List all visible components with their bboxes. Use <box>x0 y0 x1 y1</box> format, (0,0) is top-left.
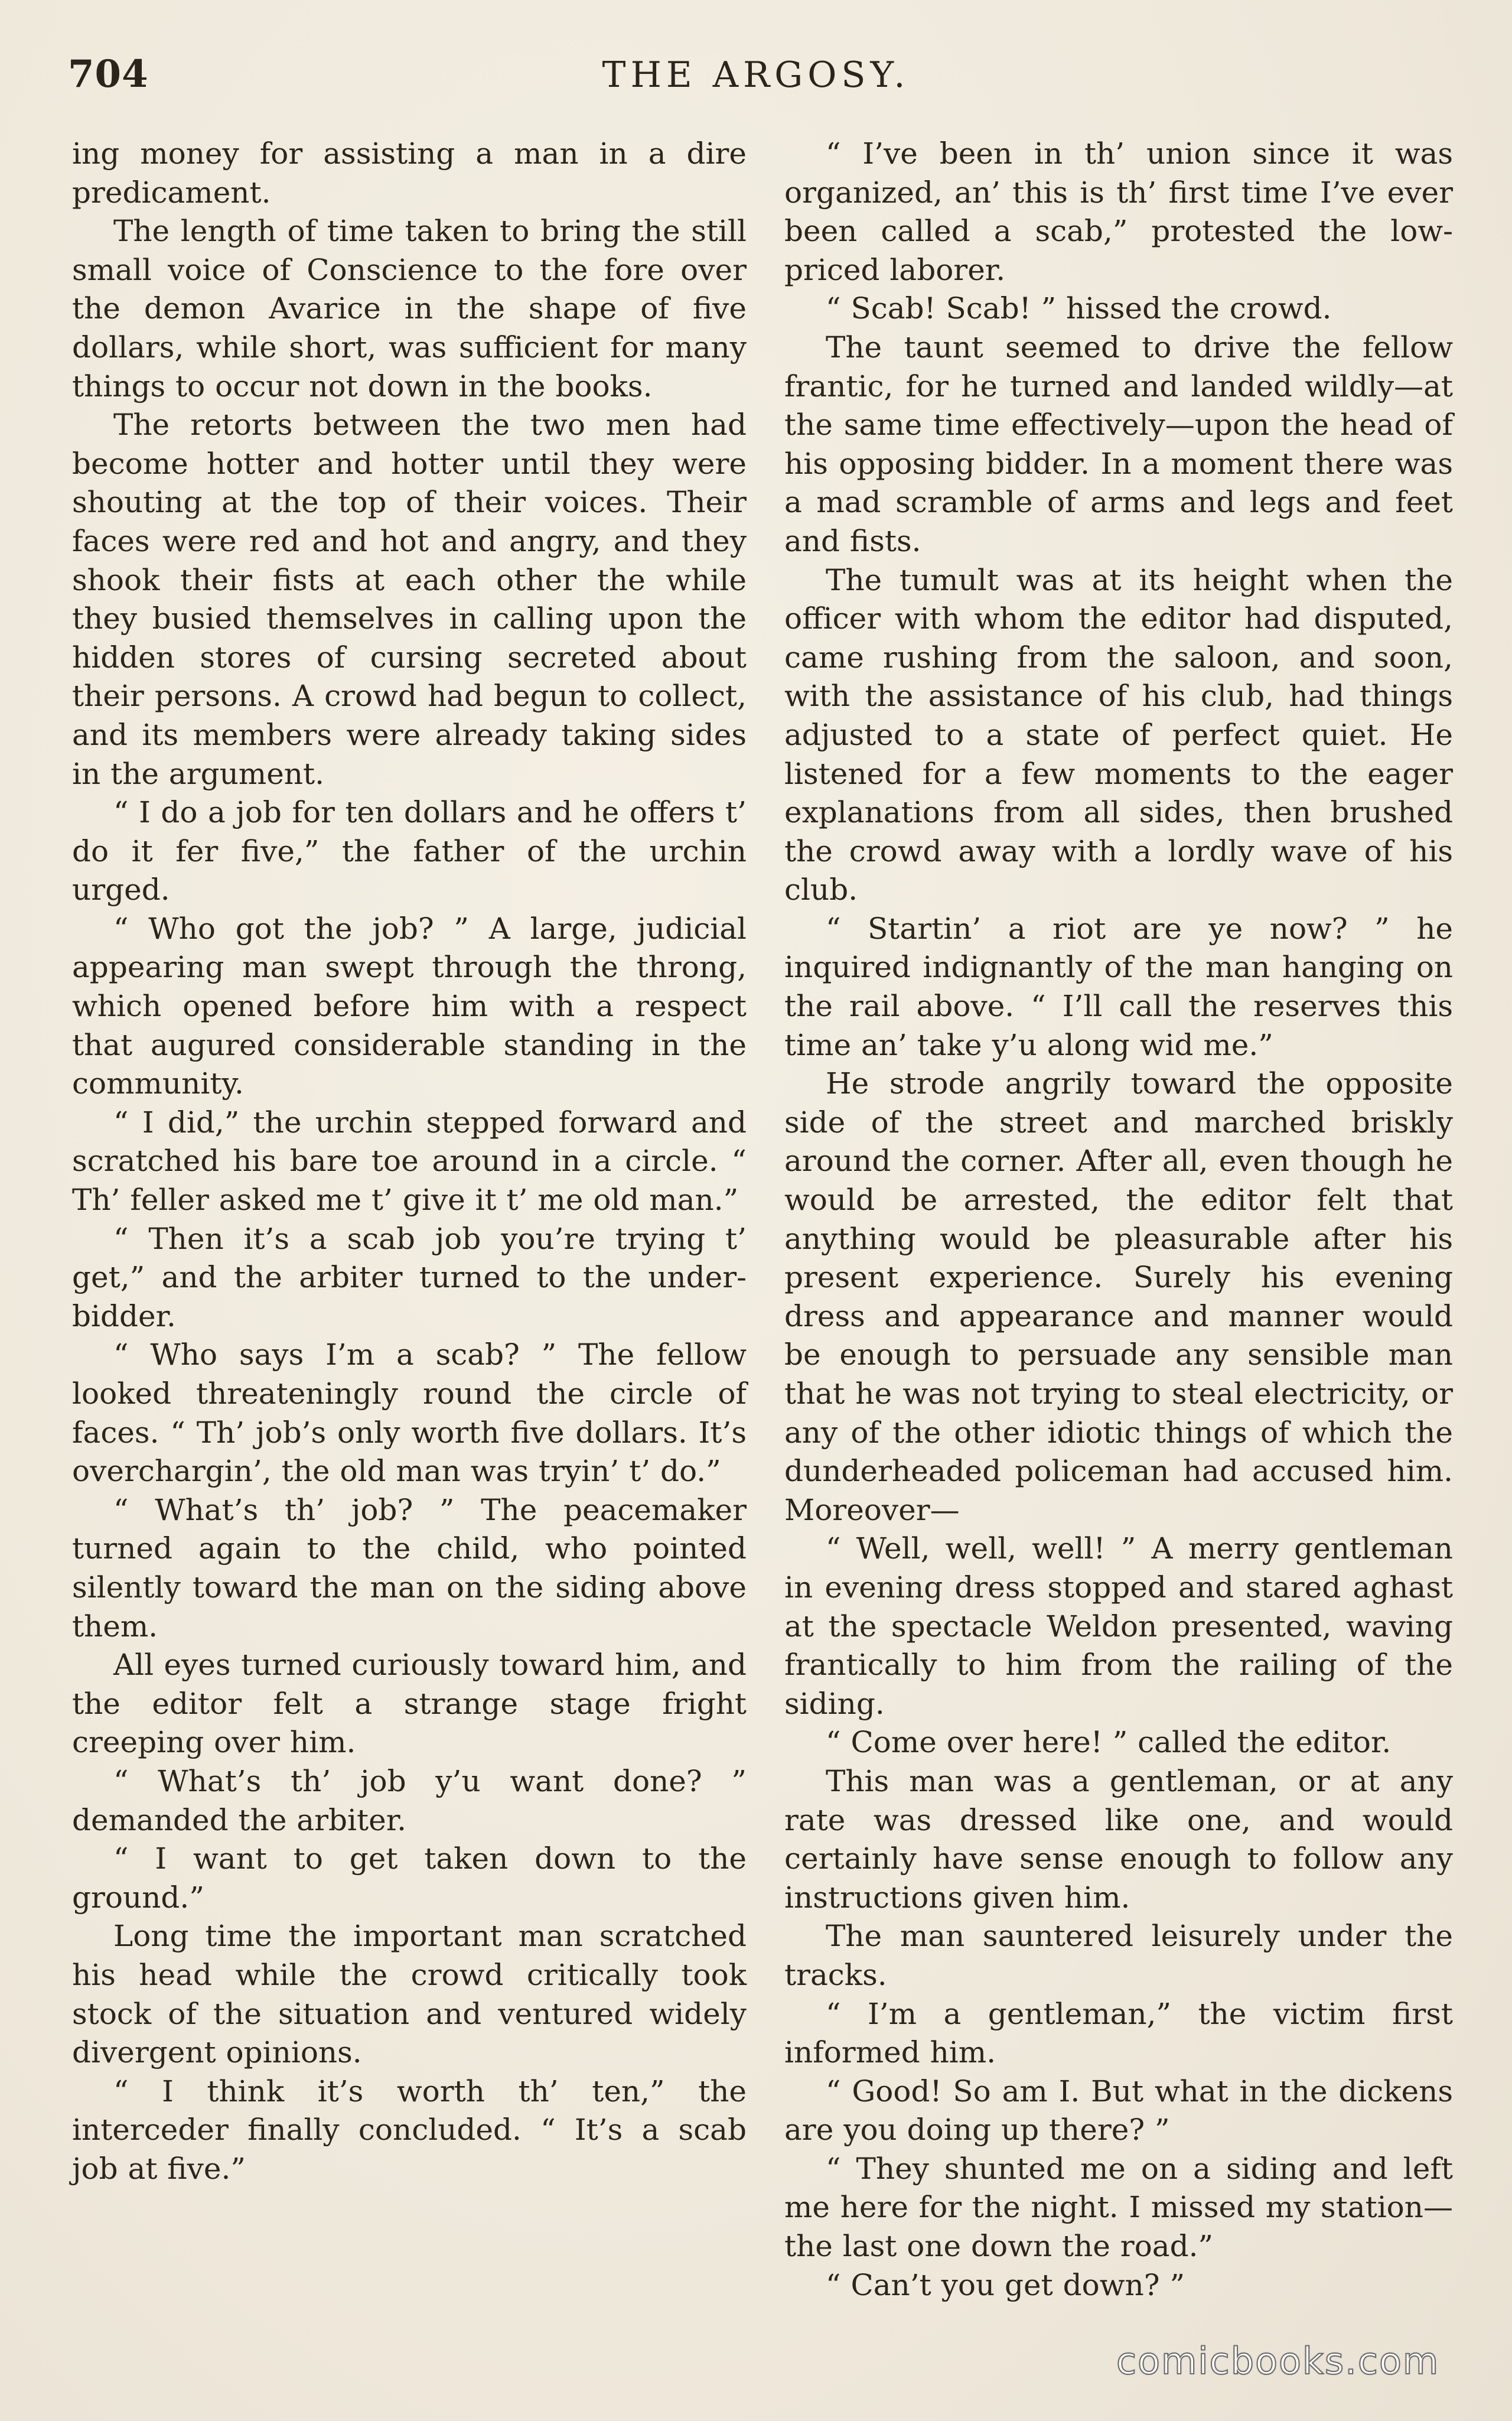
paragraph: “ I do a job for ten dollars and he offers t’ do it fer five,” the father of the urchin urged. <box>72 795 747 907</box>
paragraph: “ I think it’s worth th’ ten,” the interceder finally concluded. “ It’s a scab job at five.” <box>72 2074 747 2186</box>
right-column <box>784 135 1453 2305</box>
paragraph: The length of time taken to bring the still small voice of Conscience to the fore over the demon Avarice in the shape of five dollars, while short, was sufficient for many things to occur not down in the books. <box>72 214 747 403</box>
paragraph: “ Who says I’m a scab? ” The fellow looked threateningly round the circle of faces. “ Th’ job’s only worth five dollars. It’s overchargin’, the old man was tryin’ t’ do.” <box>72 1338 747 1489</box>
paragraph: The man sauntered leisurely under the tracks. <box>784 1919 1453 1992</box>
paragraph: The tumult was at its height when the officer with whom the editor had disputed, came rushing from the saloon, and soon, with the assistance of his club, had things adjusted to a state of perfect quiet. He listened for a few moments to the eager explanations from all sides, then brushed the crowd away with a lordly wave of his club. <box>784 562 1453 907</box>
paragraph: “ What’s th’ job y’u want done? ” demanded the arbiter. <box>72 1763 747 1837</box>
paragraph: “ I’ve been in th’ union since it was organized, an’ this is th’ first time I’ve ever been called a scab,” protested the low-priced laborer. <box>784 136 1453 287</box>
paragraph: The taunt seemed to drive the fellow frantic, for he turned and landed wildly—at the same time effectively—upon the head of his opposing bidder. In a moment there was a mad scramble of arms and legs and feet and fists. <box>784 330 1453 558</box>
left-column <box>72 135 747 2188</box>
paragraph: “ Then it’s a scab job you’re trying t’ get,” and the arbiter turned to the under-bidder. <box>72 1221 747 1333</box>
paragraph: “ Can’t you get down? ” <box>826 2267 1185 2302</box>
paragraph: “ I did,” the urchin stepped forward and scratched his bare toe around in a circle. “ Th’ feller asked me t’ give it t’ me old man.” <box>72 1105 747 1218</box>
paragraph: This man was a gentleman, or at any rate was dressed like one, and would certainly have sense enough to follow any instructions given him. <box>784 1763 1453 1915</box>
paragraph: “ Who got the job? ” A large, judicial appearing man swept through the throng, which opened before him with a respect that augured considerable standing in the community. <box>72 911 747 1101</box>
paragraph: “ I want to get taken down to the ground.” <box>72 1841 747 1915</box>
paragraph: He strode angrily toward the opposite side of the street and marched briskly around the corner. After all, even though he would be arrested, the editor felt that anything would be pleasurable after his present experience. Surely his evening dress and appearance and manner would be enough to persuade any sensible man that he was not trying to steal electricity, or any of the other idiotic things of which the dunderheaded policeman had accused him. Moreover— <box>784 1066 1453 1527</box>
paragraph: “ Scab! Scab! ” hissed the crowd. <box>826 291 1332 326</box>
paragraph: “ Startin’ a riot are ye now? ” he inquired indignantly of the man hanging on the rail above. “ I’ll call the reserves this time an’ take y’u along wid me.” <box>784 911 1453 1062</box>
paragraph: “ They shunted me on a siding and left me here for the night. I missed my station—the last one down the road.” <box>784 2151 1453 2264</box>
paragraph: Long time the important man scratched his head while the crowd critically took stock of the situation and ventured widely divergent opinions. <box>72 1919 747 2070</box>
running-head: THE ARGOSY. <box>602 54 910 96</box>
watermark: comicbooks.com <box>1116 2339 1440 2383</box>
paragraph: “ Well, well, well! ” A merry gentleman in evening dress stopped and stared aghast at the spectacle Weldon presented, waving frantically to him from the railing of the siding. <box>784 1531 1453 1721</box>
paragraph: ing money for assisting a man in a dire predicament. <box>72 136 747 210</box>
paragraph: “ Good! So am I. But what in the dickens are you doing up there? ” <box>784 2074 1453 2147</box>
paragraph: “ What’s th’ job? ” The peacemaker turned again to the child, who pointed silently toward the man on the siding above them. <box>72 1492 747 1644</box>
paragraph: All eyes turned curiously toward him, and the editor felt a strange stage fright creeping over him. <box>72 1648 747 1760</box>
paragraph: The retorts between the two men had become hotter and hotter until they were shouting at the top of their voices. Their faces were red and hot and angry, and they shook their fists at each other the while they busied themselves in calling upon the hidden stores of cursing secreted about their persons. A crowd had begun to collect, and its members were already taking sides in the argument. <box>72 408 747 791</box>
paragraph: “ I’m a gentleman,” the victim first informed him. <box>784 1996 1453 2070</box>
page-number: 704 <box>68 52 149 96</box>
paragraph: “ Come over here! ” called the editor. <box>826 1725 1392 1760</box>
